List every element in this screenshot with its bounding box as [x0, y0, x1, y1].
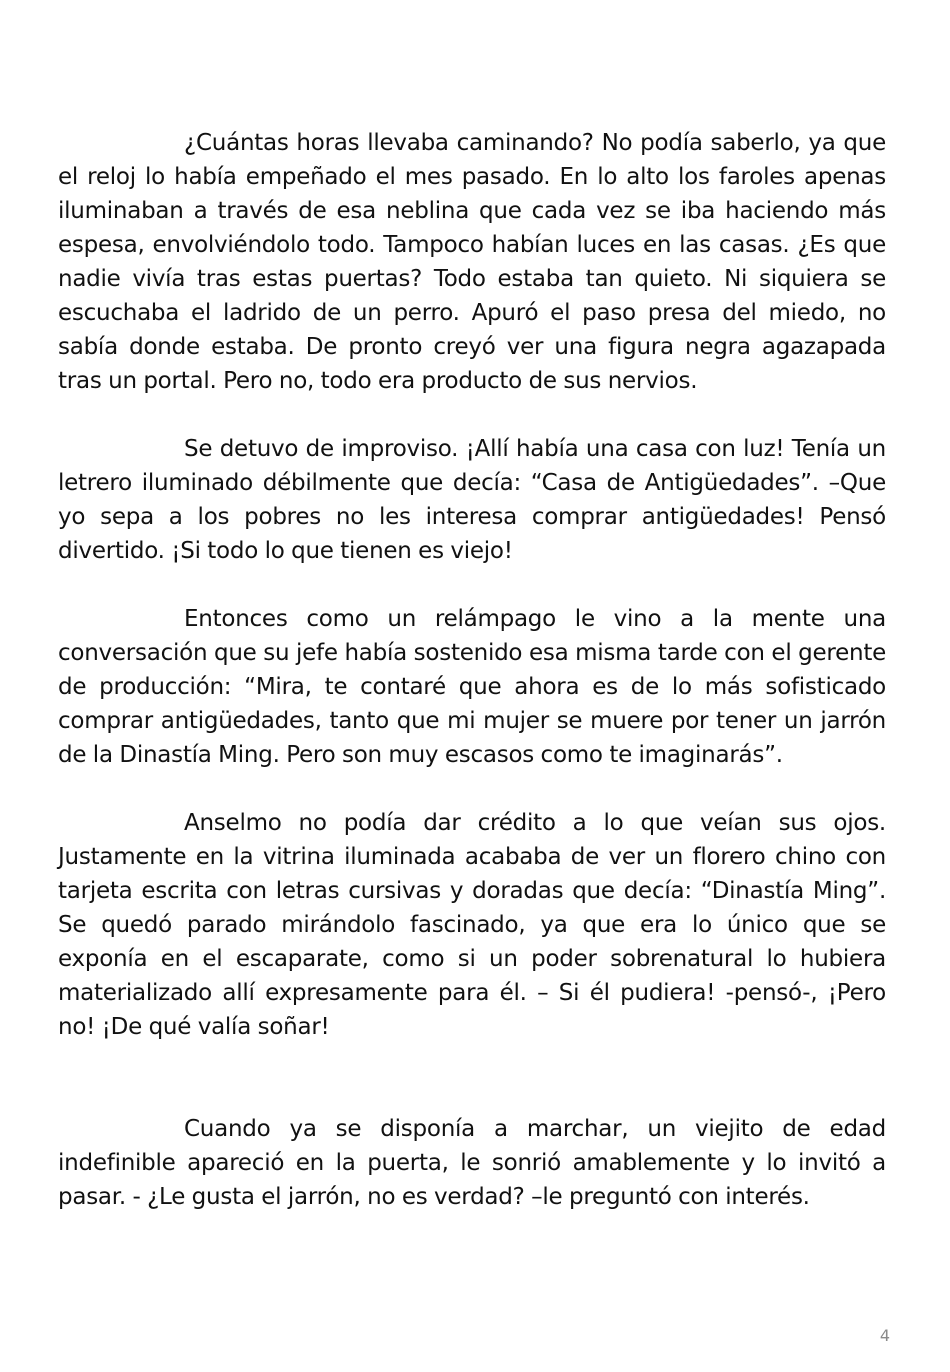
page-number: 4	[879, 1326, 890, 1345]
paragraph-2: Se detuvo de improviso. ¡Allí había una casa con luz! Tenía un letrero iluminado débilmente que decía: “Casa de Antigüedades”. –Que yo sepa a los pobres no les interesa comprar antigüedades! Pensó divertido. ¡Si todo lo que tienen es viejo!	[58, 436, 886, 564]
paragraph-1: ¿Cuántas horas llevaba caminando? No podía saberlo, ya que el reloj lo había empeñado el mes pasado. En lo alto los faroles apenas iluminaban a través de esa neblina que cada vez se iba haciendo más espesa, envolviéndolo todo. Tampoco habían luces en las casas. ¿Es que nadie vivía tras estas puertas? Todo estaba tan quieto. Ni siquiera se escuchaba el ladrido de un perro. Apuró el paso presa del miedo, no sabía donde estaba. De pronto creyó ver una figura negra agazapada tras un portal. Pero no, todo era producto de sus nervios.	[58, 130, 886, 394]
paragraph-5: Cuando ya se disponía a marchar, un viejito de edad indefinible apareció en la puerta, le sonrió amablemente y lo invitó a pasar. - ¿Le gusta el jarrón, no es verdad? –le preguntó con interés.	[58, 1116, 886, 1210]
paragraph-4: Anselmo no podía dar crédito a lo que veían sus ojos. Justamente en la vitrina iluminada acababa de ver un florero chino con tarjeta escrita con letras cursivas y doradas que decía: “Dinastía Ming”. Se quedó parado mirándolo fascinado, ya que era lo único que se exponía en el escaparate, como si un poder sobrenatural lo hubiera materializado allí expresamente para él. – Si él pudiera! -pensó-, ¡Pero no! ¡De qué valía soñar!	[58, 810, 886, 1040]
paragraph-3: Entonces como un relámpago le vino a la mente una conversación que su jefe había sostenido esa misma tarde con el gerente de producción: “Mira, te contaré que ahora es de lo más sofisticado comprar antigüedades, tanto que mi mujer se muere por tener un jarrón de la Dinastía Ming. Pero son muy escasos como te imaginarás”.	[58, 606, 886, 768]
document-page	[58, 126, 886, 1214]
